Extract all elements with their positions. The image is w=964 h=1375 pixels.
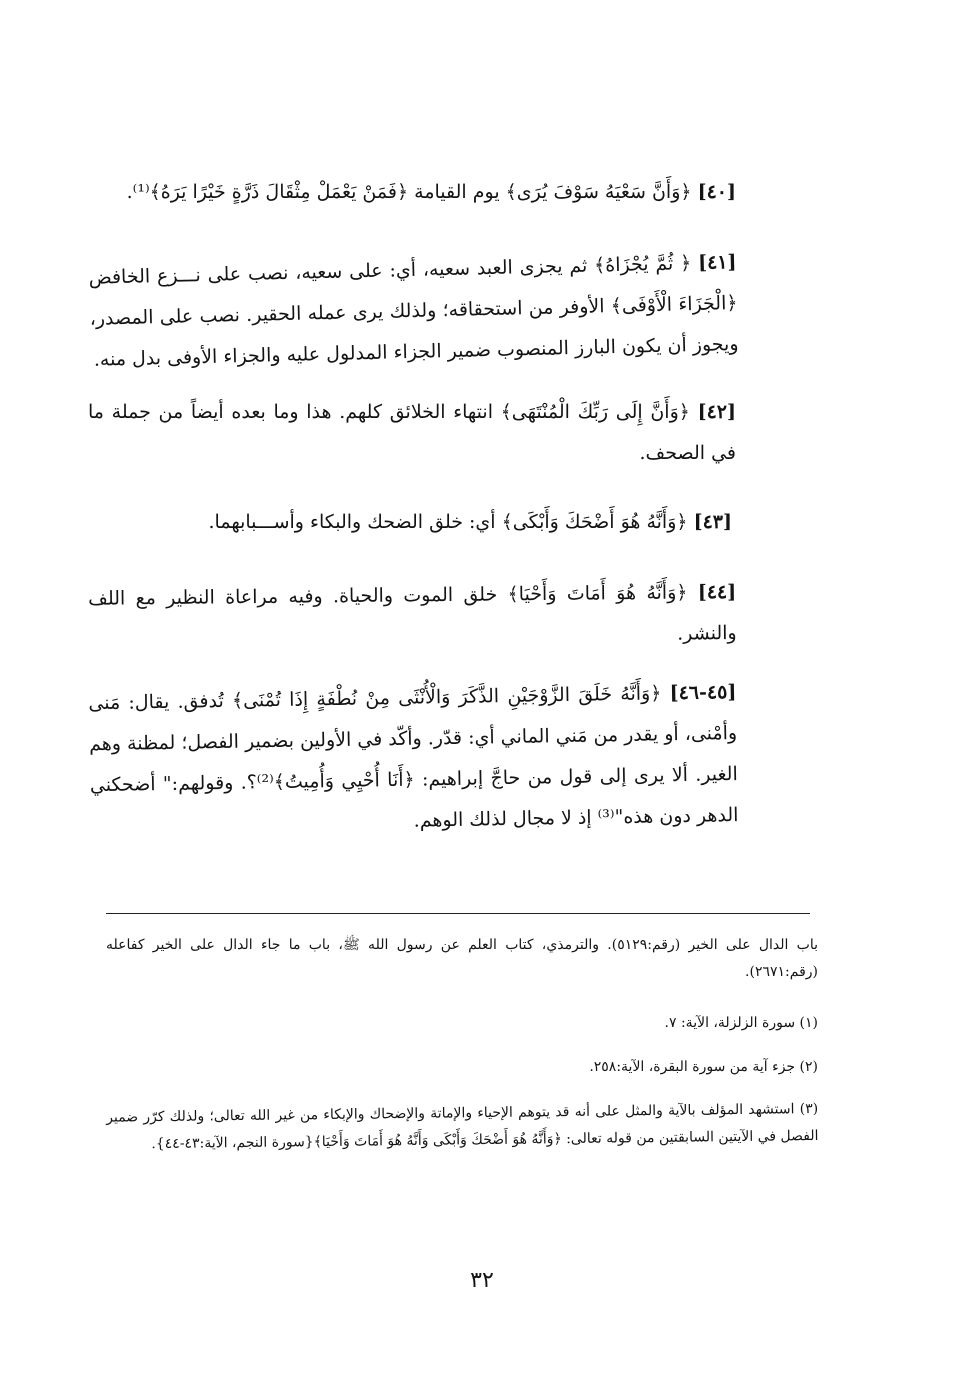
footnote-3: (٣) استشهد المؤلف بالآية والمثل على أنه قد يتوهم الإحياء والإماتة والإضحاك والإبكاء من غير الله تعالى؛ ولذلك كرّر ضمير الفصل في الآيتين السابقتين من قوله تعالى: ﴿وَأَنَّهُ هُوَ أَضْحَكَ وَأَبْكَى وَأَنَّهُ هُوَ أَمَاتَ وَأَحْيَا﴾{سورة النجم، الآية:٤٣-٤٤}. xyxy=(106,1100,819,1153)
paragraph-verse-44 xyxy=(88,572,737,661)
paragraph-text: ﴿وَأَنَّ سَعْيَهُ سَوْفَ يُرَى﴾ يوم القيامة ﴿فَمَنْ يَعْمَلْ مِثْقَالَ ذَرَّةٍ خَيْرًا يَرَهُ﴾⁽¹⁾. xyxy=(126,181,692,203)
paragraph-text: ﴿وَأَنَّ إِلَى رَبِّكَ الْمُنْتَهَى﴾ انتهاء الخلائق كلهم. هذا وما بعده أيضاً من جملة ما في الصحف. xyxy=(88,401,736,464)
paragraph-text: ﴿وَأَنَّهُ هُوَ أَضْحَكَ وَأَبْكَى﴾ أي: خلق الضحك والبكاء وأســـبابهما. xyxy=(208,511,688,533)
footnote-2: (٢) جزء آية من سورة البقرة، الآية:٢٥٨. xyxy=(589,1059,818,1075)
verse-number: [٤٣] xyxy=(693,511,732,533)
paragraph-verse-45-46 xyxy=(88,672,739,847)
paragraph-verse-40 xyxy=(88,172,736,213)
paragraph-text: ﴿وَأَنَّهُ هُوَ أَمَاتَ وَأَحْيَا﴾ خلق الموت والحياة. وفيه مراعاة النظير مع اللف والنشر. xyxy=(88,581,737,645)
paragraph-verse-42 xyxy=(88,392,736,474)
verse-number: [٤٥-٤٦] xyxy=(669,680,737,705)
verse-number: [٤٤] xyxy=(697,580,737,604)
footnote-continuation: باب الدال على الخير (رقم:٥١٢٩). والترمذي، كتاب العلم عن رسول الله ﷺ، باب ما جاء الدال على الخير كفاعله (رقم:٢٦٧١). xyxy=(106,937,818,980)
footnote-1: (١) سورة الزلزلة، الآية: ٧. xyxy=(664,1015,818,1031)
paragraph-text: ﴿ ثُمَّ يُجْزَاهُ﴾ ثم يجزى العبد سعيه، أي: على سعيه، نصب على نـــزع الخافض ﴿الْجَزَاءَ الْأَوْفَى﴾ الأوفر من استحقاقه؛ ولذلك يرى عمله الحقير. نصب على المصدر، ويجوز أن يكون البارز المنصوب ضمير الجزاء المدلول عليه والجزاء الأوفى بدل منه. xyxy=(88,252,739,371)
paragraph-text: ﴿وَأَنَّهُ خَلَقَ الزَّوْجَيْنِ الذَّكَرَ وَالْأُنْثَى مِنْ نُطْفَةٍ إِذَا تُمْنَى﴾ تُدفق. يقال: مَنى وأمْنى، أو يقدر من مَني الماني أي: قدّر. وأكّد في الأولين بضمير الفصل؛ لمظنة وهم الغير. ألا يرى إلى قول من حاجَّ إبراهيم: ﴿أَنَا أُحْيِي وَأُمِيتُ﴾⁽²⁾؟. وقولهم:" أضحكني الدهر دون هذه"⁽³⁾ إذ لا مجال لذلك الوهم. xyxy=(88,682,739,832)
verse-number: [٤٢] xyxy=(697,401,736,423)
footnote-divider xyxy=(106,913,810,914)
verse-number: [٤١] xyxy=(697,250,737,274)
verse-number: [٤٠] xyxy=(697,181,736,203)
paragraph-verse-43 xyxy=(112,502,732,543)
page-number: ٣٢ xyxy=(470,1268,494,1293)
paragraph-verse-41 xyxy=(88,242,739,381)
